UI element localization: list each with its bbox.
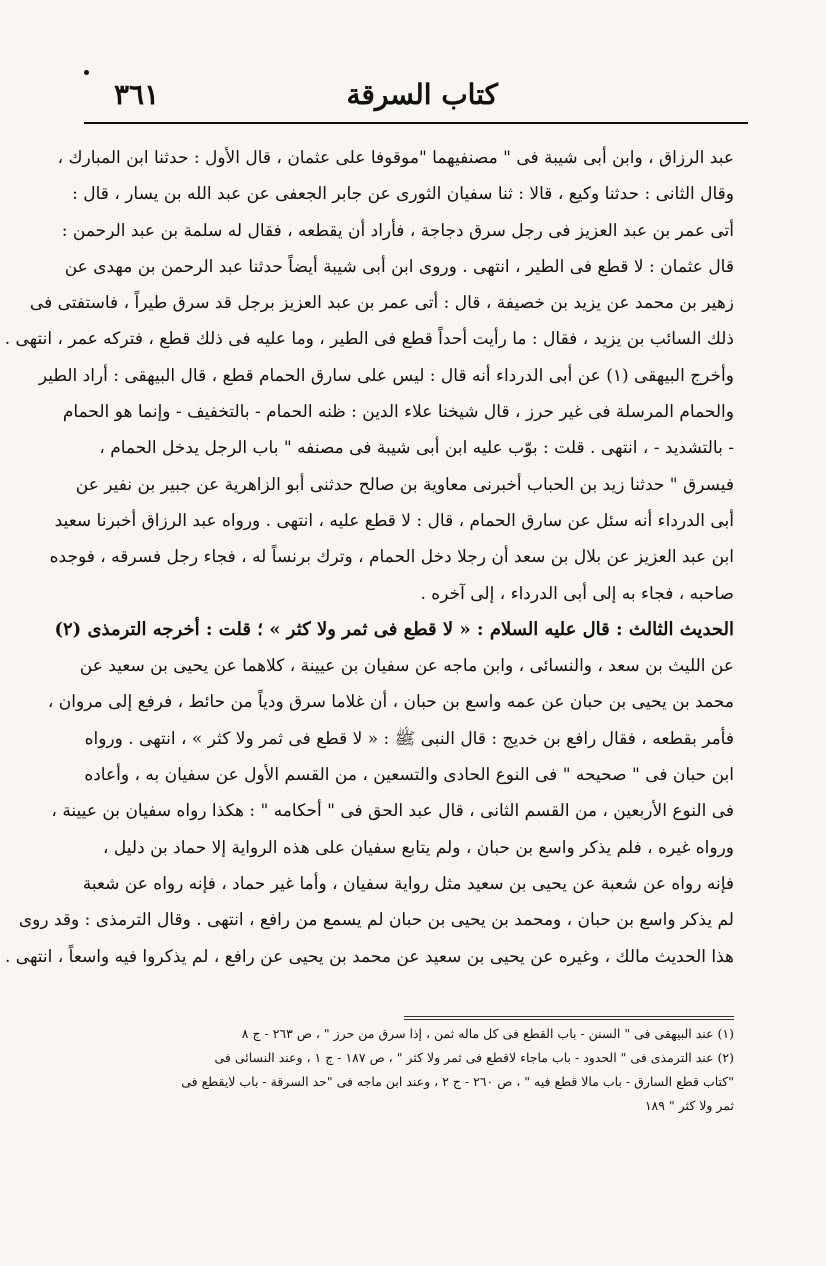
text-line: والحمام المرسلة فى غير حرز ، قال شيخنا علاء الدين : ظنه الحمام - بالتخفيف - وإنما هو الحمام [62, 402, 734, 423]
text-line: قال عثمان : لا قطع فى الطير ، انتهى . وروى ابن أبى شيبة أيضاً حدثنا عبد الرحمن بن مهدى عن [64, 256, 734, 277]
footnote-line: ثمر ولا كثر " ١٨٩ [644, 1098, 734, 1113]
footnote-line: "كتاب قطع السارق - باب مالا قطع فيه " ، ص ٢٦٠ - ج ٢ ، وعند ابن ماجه فى "حد السرقة - باب لايقطع فى [181, 1074, 734, 1089]
footnote-rule [404, 1016, 734, 1017]
main-text [4, 140, 734, 975]
page-header [84, 70, 748, 120]
text-line: فيسرق " حدثنا زيد بن الحباب أخبرنى معاوية بن صالح حدثنى أبو الزاهرية عن جبير بن نفير عن [75, 474, 734, 495]
text-line: فإنه رواه عن شعبة عن يحيى بن سعيد مثل رواية سفيان ، وأما غير حماد ، فإنه رواه عن شعبة [82, 873, 734, 894]
text-line: محمد بن يحيى بن حبان عن عمه واسع بن حبان ، أن غلاما سرق ودياً من حائط ، فرفع إلى مروان ، [47, 692, 734, 713]
text-line: أتى عمر بن عبد العزيز فى رجل سرق دجاجة ، فأراد أن يقطعه ، فقال له سلمة بن عبد الرحمن : [61, 220, 734, 241]
text-line: فأمر بقطعه ، فقال رافع بن خديج : قال النبى ﷺ : « لا قطع فى ثمر ولا كثر » ، انتهى . ورواه [84, 728, 734, 749]
text-line: عن الليث بن سعد ، والنسائى ، وابن ماجه عن سفيان بن عيينة ، كلاهما عن يحيى بن سعيد عن [79, 656, 734, 677]
footnote-line: (١) عند البيهقى فى " السنن - باب القطع فى كل ماله ثمن ، إذا سرق من حرز " ، ص ٢٦٣ - ج ٨ [241, 1026, 734, 1041]
header-rule [84, 122, 748, 124]
text-line: هذا الحديث مالك ، وغيره عن يحيى بن سعيد عن محمد بن يحيى عن رافع ، لم يذكروا فيه واسعاً ، انتهى . [4, 946, 734, 967]
text-line: وأخرج البيهقى (١) عن أبى الدرداء أنه قال : ليس على سارق الحمام قطع ، قال البيهقى : أراد الطير [38, 365, 734, 386]
chapter-title: كتاب السرقة [346, 78, 498, 111]
text-line: ابن عبد العزيز عن بلال بن سعد أن رجلا دخل الحمام ، وترك برنساً له ، فجاء رجل فسرقه ، فوجده [49, 547, 734, 568]
text-line: صاحبه ، فجاء به إلى أبى الدرداء ، إلى آخره . [420, 583, 734, 604]
text-line: فى النوع الأربعين ، من القسم الثانى ، قال عبد الحق فى " أحكامه " : هكذا رواه سفيان بن عيينة ، [51, 801, 734, 822]
footnotes [100, 1022, 734, 1118]
page-number: ٣٦١ [114, 78, 160, 111]
text-line: ابن حبان فى " صحيحه " فى النوع الحادى والتسعين ، من القسم الأول عن سفيان به ، وأعاده [84, 765, 734, 786]
text-line: وقال الثانى : حدثنا وكيع ، قالا : ثنا سفيان الثورى عن جابر الجعفى عن عبد الله بن يسار ، قال : [72, 184, 734, 205]
footnote-rule [404, 1019, 734, 1020]
text-line: أبى الدرداء أنه سئل عن سارق الحمام ، قال : لا قطع عليه ، انتهى . ورواه عبد الرزاق أخبرنا سعيد [54, 510, 734, 531]
text-line: ذلك السائب بن يزيد ، فقال : ما رأيت أحداً قطع فى الطير ، وما عليه فى ذلك قطع ، فتركه عمر ، انتهى . [4, 329, 734, 350]
footnote-line: (٢) عند الترمذى فى " الحدود - باب ماجاء لاقطع فى ثمر ولا كثر " ، ص ١٨٧ - ج ١ ، وعند النسائى فى [214, 1050, 734, 1065]
hadith-heading-line: الحديث الثالث : قال عليه السلام : « لا قطع فى ثمر ولا كثر » ؛ قلت : أخرجه الترمذى (٢) [54, 618, 734, 640]
text-line: زهير بن محمد عن يزيد بن خصيفة ، قال : أتى عمر بن عبد العزيز برجل قد سرق طيراً ، فاستفتى فى [29, 293, 734, 314]
ink-dot [84, 70, 89, 75]
text-line: لم يذكر واسع بن حبان ، ومحمد بن يحيى بن حبان لم يسمع من رافع ، انتهى . وقال الترمذى : وقد روى [18, 910, 734, 931]
text-line: - بالتشديد - ، انتهى . قلت : بوّب عليه ابن أبى شيبة فى مصنفه " باب الرجل يدخل الحمام ، [99, 438, 734, 459]
text-line: ورواه غيره ، فلم يذكر واسع بن حبان ، ولم يتابع سفيان على هذه الرواية إلا حماد بن دليل ، [103, 837, 734, 858]
text-line: عبد الرزاق ، وابن أبى شيبة فى " مصنفيهما "موقوفا على عثمان ، قال الأول : حدثنا ابن المبارك ، [57, 148, 734, 168]
